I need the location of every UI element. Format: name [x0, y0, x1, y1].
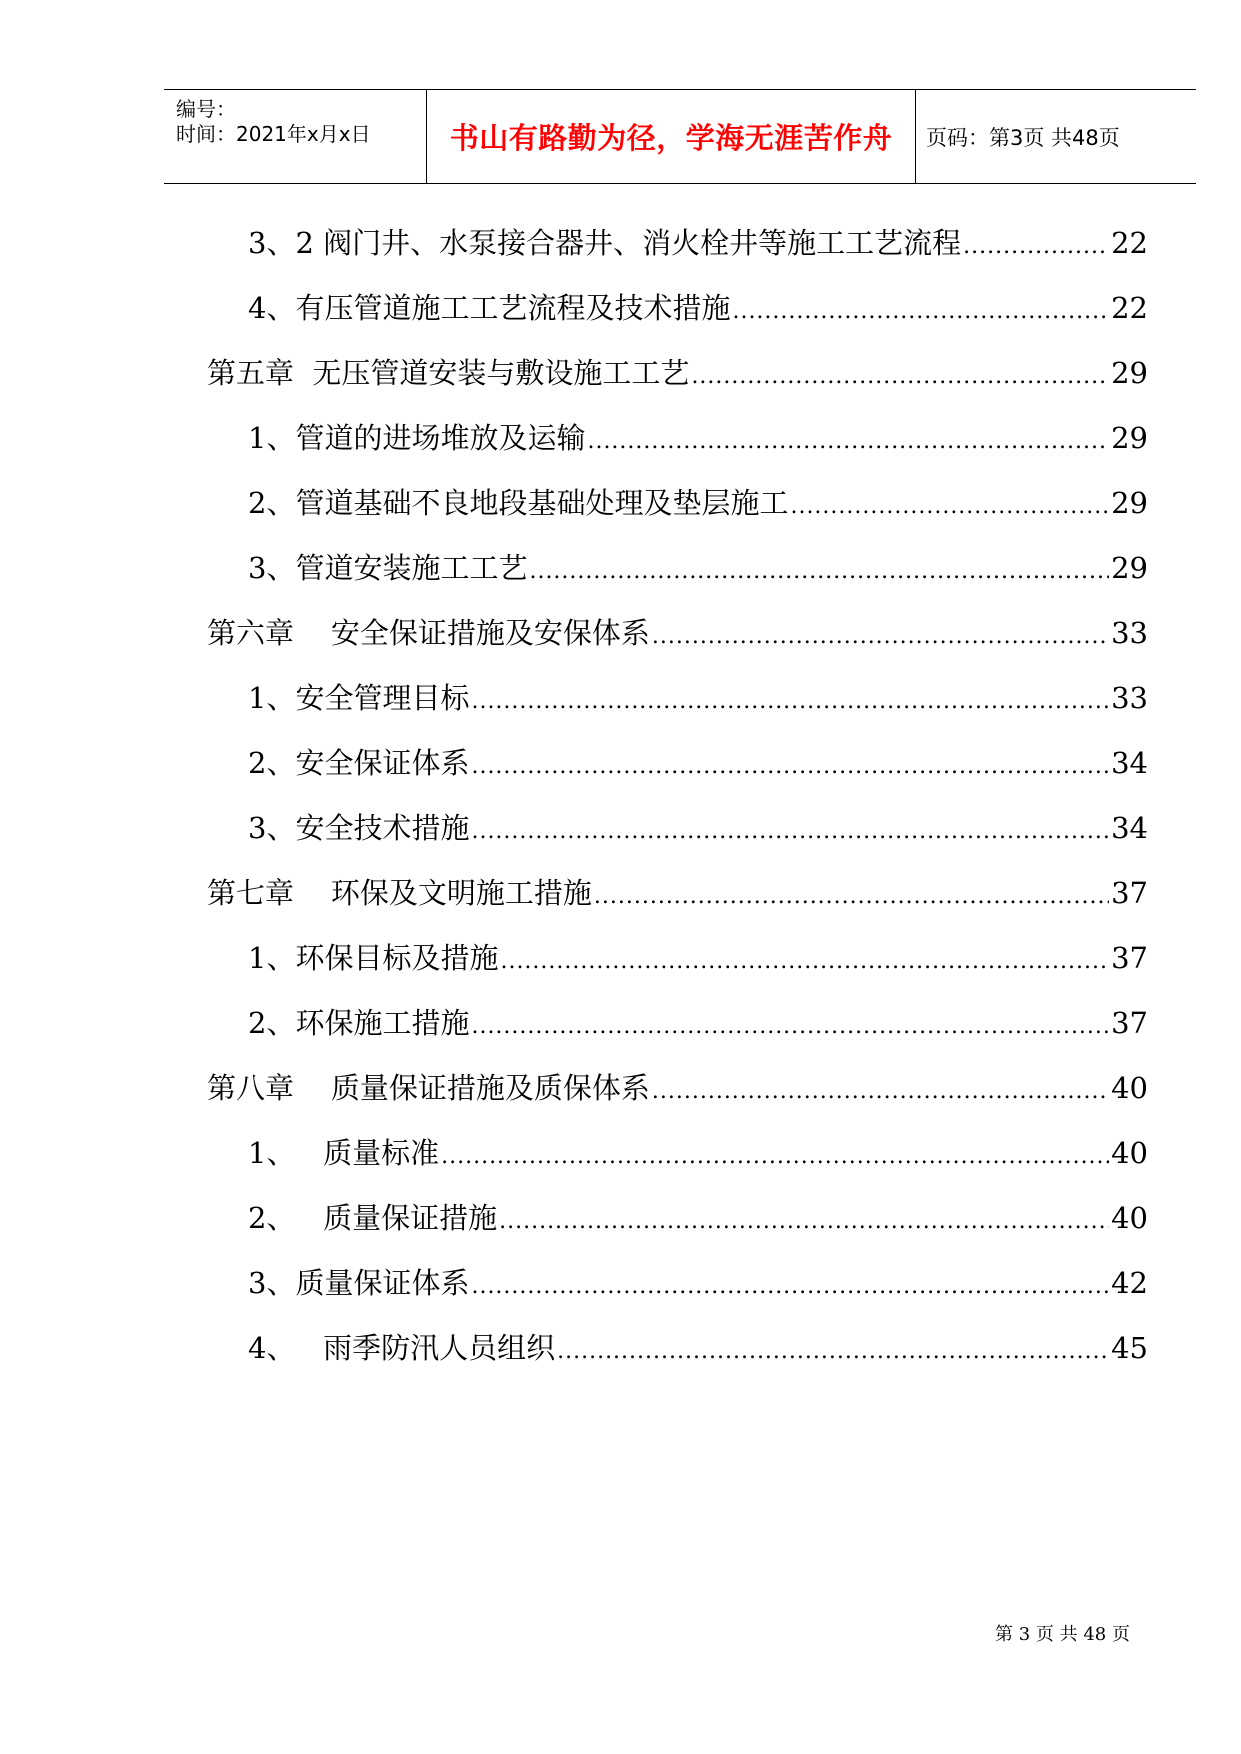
toc-entry-page: 22: [1111, 291, 1148, 325]
toc-entry-page: 34: [1111, 746, 1148, 780]
toc-leader-dots: [790, 487, 1109, 527]
toc-entry-title: 3、2 阀门井、水泵接合器井、消火栓井等施工工艺流程: [248, 226, 962, 260]
toc-chapter-entry[interactable]: [207, 1068, 1148, 1108]
toc-chapter-entry[interactable]: [207, 873, 1148, 913]
toc-leader-dots: [471, 747, 1109, 787]
header-page-cell: [916, 90, 1196, 183]
toc-entry-title: 2、安全保证体系: [248, 746, 470, 780]
toc-entry[interactable]: [248, 1133, 1148, 1173]
toc-leader-dots: [499, 1202, 1109, 1242]
toc-entry-title: 1、管道的进场堆放及运输: [248, 421, 586, 455]
toc-entry[interactable]: [248, 483, 1148, 523]
toc-entry[interactable]: [248, 1328, 1148, 1368]
motto-text: 书山有路勤为径，学海无涯苦作舟: [449, 121, 893, 155]
toc-leader-dots: [587, 422, 1109, 462]
header-meta-cell: [164, 90, 427, 183]
doc-number-label: 编号：: [176, 97, 236, 121]
toc-entry-page: 29: [1111, 551, 1148, 585]
toc-entry-title: 1、安全管理目标: [248, 681, 470, 715]
page-footer: 第 3 页 共 48 页: [995, 1624, 1130, 1645]
toc-entry-page: 37: [1111, 941, 1148, 975]
toc-entry-title: 2、环保施工措施: [248, 1006, 470, 1040]
toc-leader-dots: [471, 1007, 1109, 1047]
toc-entry-page: 37: [1111, 1006, 1148, 1040]
toc-leader-dots: [471, 812, 1109, 852]
toc-entry-title: 4、有压管道施工工艺流程及技术措施: [248, 291, 731, 325]
toc-entry-title: 3、安全技术措施: [248, 811, 470, 845]
toc-entry-title: 第六章 安全保证措施及安保体系: [207, 616, 650, 650]
toc-entry-page: 29: [1111, 486, 1148, 520]
toc-entry-title: 第七章 环保及文明施工措施: [207, 876, 592, 910]
toc-entry[interactable]: [248, 808, 1148, 848]
toc-entry-page: 29: [1111, 356, 1148, 390]
toc-entry-title: 3、管道安装施工工艺: [248, 551, 528, 585]
toc-entry-title: 1、 质量标准: [248, 1136, 440, 1170]
toc-entry-title: 4、 雨季防汛人员组织: [248, 1331, 556, 1365]
toc-leader-dots: [652, 617, 1109, 657]
toc-entry-title: 2、管道基础不良地段基础处理及垫层施工: [248, 486, 789, 520]
toc-entry[interactable]: [248, 1003, 1148, 1043]
toc-entry-page: 40: [1111, 1071, 1148, 1105]
toc-entry[interactable]: [248, 678, 1148, 718]
toc-entry-title: 2、 质量保证措施: [248, 1201, 498, 1235]
toc-leader-dots: [594, 877, 1109, 917]
toc-entry-title: 1、环保目标及措施: [248, 941, 499, 975]
toc-entry[interactable]: [248, 938, 1148, 978]
toc-entry[interactable]: [248, 743, 1148, 783]
toc-leader-dots: [529, 552, 1109, 592]
toc-entry[interactable]: [248, 223, 1148, 263]
toc-entry-page: 33: [1111, 681, 1148, 715]
toc-entry-page: 42: [1111, 1266, 1148, 1300]
toc-leader-dots: [471, 682, 1109, 722]
toc-entry[interactable]: [248, 548, 1148, 588]
toc-leader-dots: [652, 1072, 1109, 1112]
toc-leader-dots: [557, 1332, 1109, 1372]
toc-entry[interactable]: [248, 418, 1148, 458]
toc-leader-dots: [963, 227, 1109, 267]
toc-chapter-entry[interactable]: [207, 613, 1148, 653]
toc-entry-title: 第八章 质量保证措施及质保体系: [207, 1071, 650, 1105]
header-page-info: 页码：第3页 共48页: [926, 125, 1120, 150]
toc-entry-page: 40: [1111, 1136, 1148, 1170]
toc-chapter-entry[interactable]: [207, 353, 1148, 393]
toc-entry[interactable]: [248, 1198, 1148, 1238]
page-header: [164, 89, 1196, 184]
toc-entry[interactable]: [248, 1263, 1148, 1303]
header-motto-cell: [427, 90, 916, 183]
toc-leader-dots: [691, 357, 1109, 397]
toc-entry-title: 第五章 无压管道安装与敷设施工工艺: [207, 356, 690, 390]
toc-leader-dots: [441, 1137, 1109, 1177]
toc-entry-page: 40: [1111, 1201, 1148, 1235]
toc-entry-page: 45: [1111, 1331, 1148, 1365]
doc-time-label: 时间：2021年x月x日: [176, 122, 371, 146]
toc-entry-page: 22: [1111, 226, 1148, 260]
toc-entry-page: 29: [1111, 421, 1148, 455]
toc-entry-page: 34: [1111, 811, 1148, 845]
toc-leader-dots: [732, 292, 1109, 332]
toc-entry-page: 33: [1111, 616, 1148, 650]
toc-entry[interactable]: [248, 288, 1148, 328]
toc-leader-dots: [500, 942, 1109, 982]
toc-leader-dots: [471, 1267, 1109, 1307]
toc-entry-title: 3、质量保证体系: [248, 1266, 470, 1300]
toc-entry-page: 37: [1111, 876, 1148, 910]
